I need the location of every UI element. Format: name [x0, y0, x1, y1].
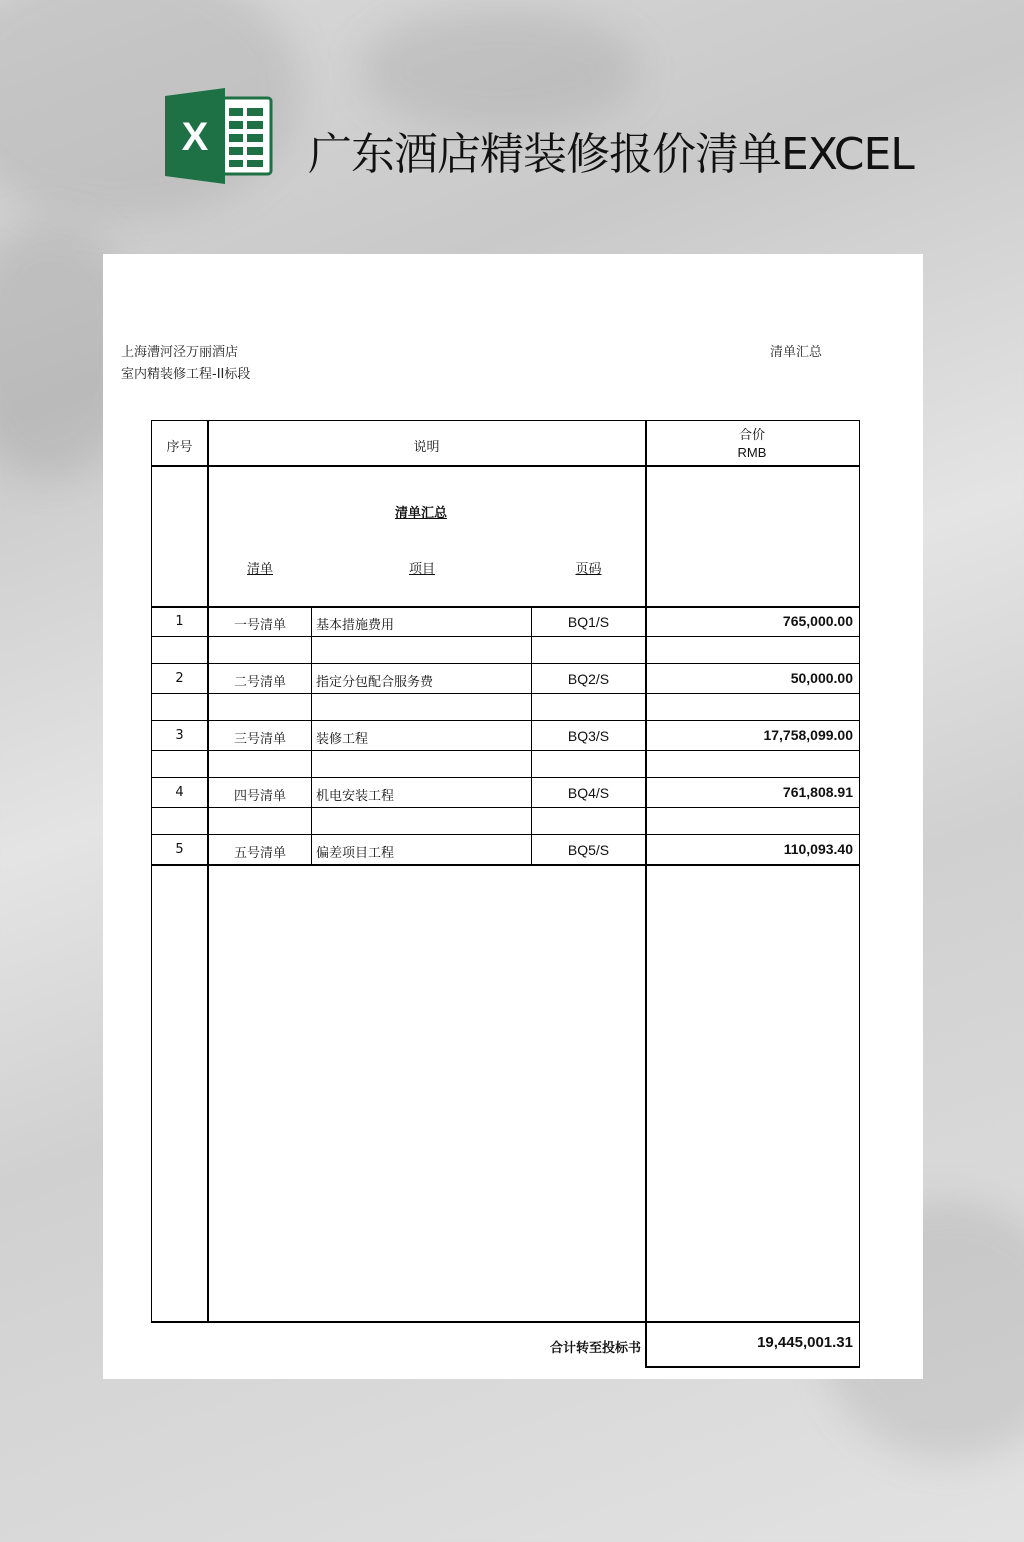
row-list: 五号清单 — [233, 846, 286, 861]
excel-icon — [165, 88, 273, 184]
table-border-right — [859, 420, 860, 1367]
row-line — [151, 693, 860, 694]
row-amount: 50,000.00 — [790, 670, 853, 686]
row-item: 机电安装工程 — [316, 789, 395, 804]
excel-icon-letter: X — [181, 115, 209, 159]
row-line — [151, 663, 860, 664]
col-header-amount: 合价 — [738, 428, 765, 443]
row-item: 指定分包配合服务费 — [316, 675, 434, 690]
col-divider-amount — [645, 420, 647, 1367]
col-header-currency: RMB — [737, 445, 767, 460]
page-title: 广东酒店精装修报价清单EXCEL — [308, 129, 914, 180]
col-header-desc: 说明 — [413, 440, 440, 455]
row-no: 1 — [175, 614, 184, 629]
sub-header-item: 项目 — [408, 562, 435, 577]
section-divider — [151, 606, 860, 608]
row-amount: 110,093.40 — [783, 841, 853, 857]
sheet-label: 清单汇总 — [770, 345, 823, 360]
sub-header-list: 清单 — [246, 562, 273, 577]
project-subtitle: 室内精装修工程-II标段 — [121, 367, 251, 382]
section-title: 清单汇总 — [394, 506, 447, 521]
table-border-top — [151, 420, 860, 421]
header-divider — [151, 465, 860, 467]
row-list: 二号清单 — [233, 675, 286, 690]
row-line — [151, 720, 860, 721]
row-line — [151, 807, 860, 808]
row-page: BQ5/S — [567, 842, 610, 858]
row-list: 一号清单 — [233, 618, 286, 633]
row-list: 四号清单 — [233, 789, 286, 804]
col-divider-no — [207, 420, 209, 1322]
row-page: BQ1/S — [567, 614, 610, 630]
background-shadow — [360, 10, 640, 130]
table-bottom-line — [151, 1321, 860, 1323]
sub-header-page: 页码 — [575, 562, 602, 577]
row-item: 基本措施费用 — [316, 618, 395, 633]
row-amount: 17,758,099.00 — [763, 727, 853, 743]
total-amount: 19,445,001.31 — [757, 1334, 853, 1351]
project-name: 上海漕河泾万丽酒店 — [121, 345, 239, 360]
row-no: 4 — [175, 785, 184, 800]
row-line — [151, 834, 860, 835]
row-amount: 761,808.91 — [782, 784, 853, 800]
row-item: 偏差项目工程 — [316, 846, 395, 861]
total-label: 合计转至投标书 — [549, 1341, 641, 1356]
row-page: BQ3/S — [567, 728, 610, 744]
row-no: 5 — [175, 842, 184, 857]
table-border-left — [151, 420, 152, 1322]
col-header-no: 序号 — [166, 440, 193, 455]
row-item: 装修工程 — [316, 732, 369, 747]
row-no: 2 — [175, 671, 184, 686]
summary-table — [151, 420, 860, 1368]
row-no: 3 — [175, 728, 184, 743]
total-bottom-line — [645, 1366, 860, 1368]
row-line — [151, 864, 860, 866]
row-list: 三号清单 — [233, 732, 286, 747]
row-page: BQ4/S — [567, 785, 610, 801]
row-amount: 765,000.00 — [782, 613, 853, 629]
row-line — [151, 777, 860, 778]
document-sheet — [103, 254, 923, 1379]
row-line — [151, 636, 860, 637]
row-page: BQ2/S — [567, 671, 610, 687]
row-line — [151, 750, 860, 751]
